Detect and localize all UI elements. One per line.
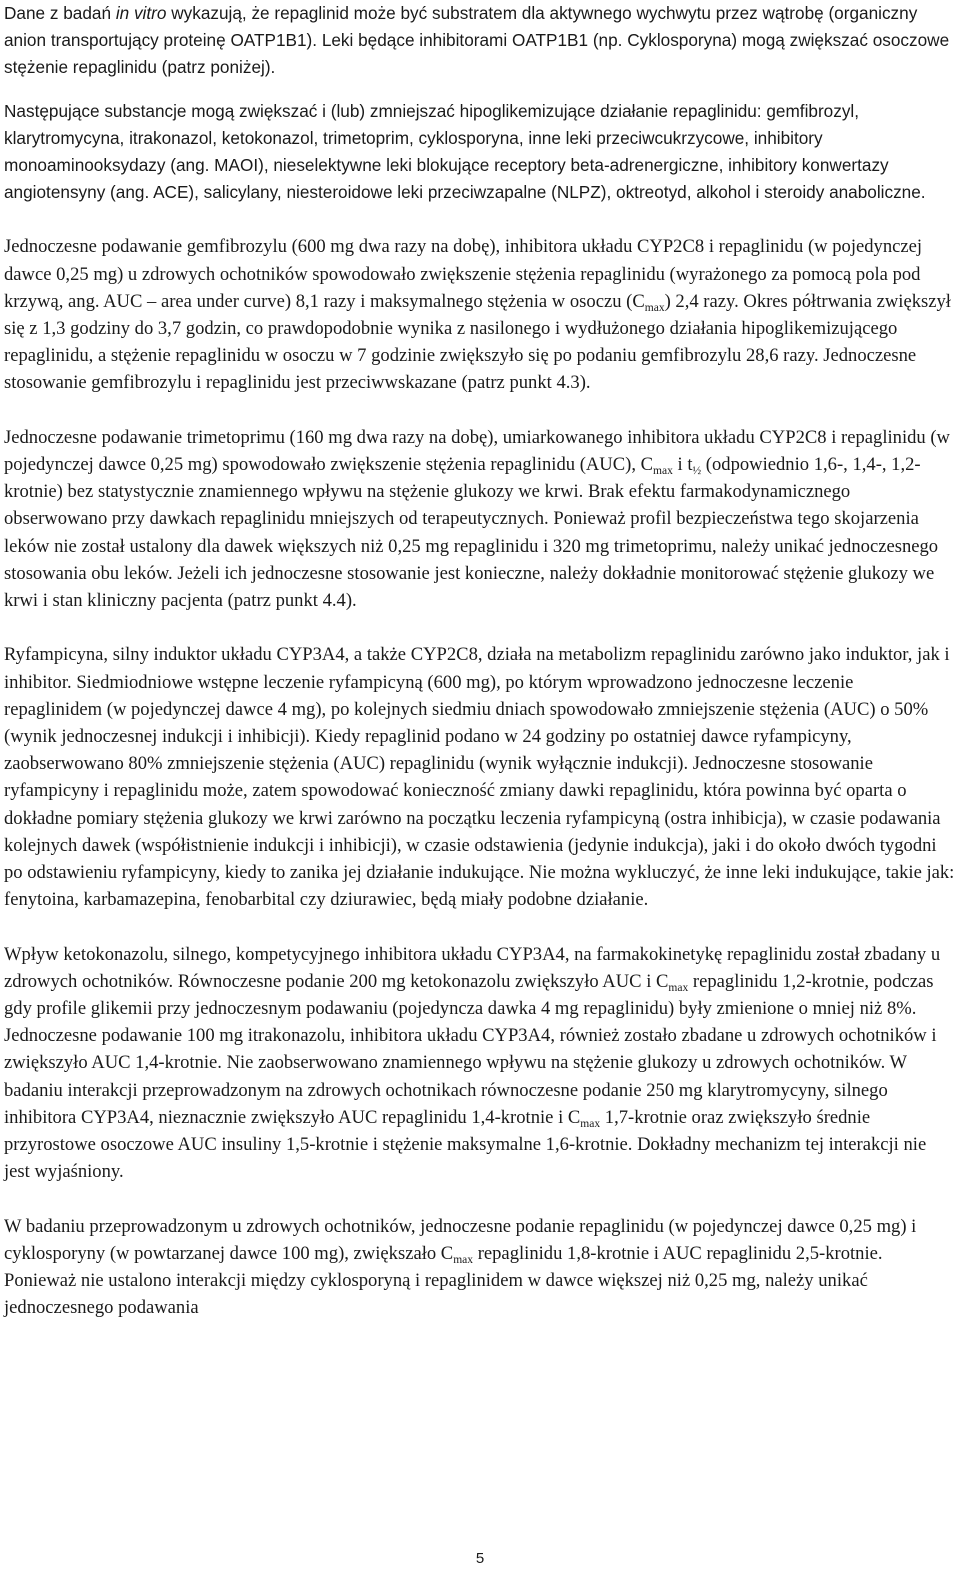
- subscript: max: [580, 1117, 601, 1130]
- text-run: i t: [672, 454, 693, 476]
- paragraph-rifampicin: [4, 641, 956, 913]
- paragraph-ketoconazole: [4, 941, 956, 1186]
- text-run: Ryfampicyna, silny induktor układu CYP3A4, a także CYP2C8, działa na metabolizm repaglinidu zarówno jako induktor, jak i inhibitor. Siedmiodniowe wstępne leczenie ryfampicyną (600 mg), po którym wprowadzono jednoczesne leczenie repaglinidem (w pojedynczej dawce 4 mg), po kolejnych siedmiu dniach spowodowało zmniejszenie stężenia (AUC) o 50% (wynik jednoczesnej indukcji i inhibicji). Kiedy repaglinid podano w 24 godziny po ostatniej dawce ryfampicyny, zaobserwowano 80% zmniejszenie stężenia (AUC) repaglinidu (wynik wyłącznie indukcji). Jednoczesne stosowanie ryfampicyny i repaglinidu może, zatem spowodować konieczność zmiany dawki repaglinidu, która powinna być oparta o dokładne pomiary stężenia glukozy we krwi zarówno na początku leczenia ryfampicyną (ostra inhibicja), w czasie podawania kolejnych dawek (współistnienie indukcji i inhibicji), w czasie odstawienia (jedynie indukcja), jaki i do około dwóch tygodni po odstawieniu ryfampicyny, kiedy to zanika jej działanie indukujące. Nie można wykluczyć, że inne leki indukujące, takie jak: fenytoina, karbamazepina, fenobarbital czy dziurawiec, będą miały podobne działanie.: [4, 644, 955, 911]
- text-run: Wpływ ketokonazolu, silnego, kompetycyjnego inhibitora układu CYP3A4, na farmakokinetykę repaglinidu został zbadany u zdrowych ochotników. Równoczesne podanie 200 mg ketokonazolu zwiększyło AUC i C: [4, 943, 941, 992]
- paragraph-substances-list: [4, 98, 956, 207]
- subscript: max: [453, 1253, 474, 1266]
- paragraph-cyclosporine: [4, 1213, 956, 1322]
- text-run: Dane z badań: [4, 3, 116, 23]
- document-page: [4, 0, 956, 1349]
- text-run: 1,7-krotnie oraz zwiększyło średnie przyrostowe osoczowe AUC insuliny 1,5-krotnie i stężenie maksymalne 1,6-krotnie. Dokładny mechanizm tej interakcji nie jest wyjaśniony.: [4, 1106, 927, 1183]
- text-run: ) 2,4 razy. Okres półtrwania zwiększył się z 1,3 godziny do 3,7 godzin, co prawdopodobnie wynika z nasilonego i wydłużonego działania hipoglikemizującego repaglinidu, a stężenie repaglinidu w osoczu w 7 godzinie zwiększyło się po podaniu gemfibrozylu 28,6 razy. Jednoczesne stosowanie gemfibrozylu i repaglinidu jest przeciwwskazane (patrz punkt 4.3).: [4, 290, 951, 394]
- subscript: ½: [692, 465, 702, 478]
- text-run: repaglinidu 1,8-krotnie i AUC repaglinidu 2,5-krotnie. Ponieważ nie ustalono interakcji między cyklosporyną i repaglinidem w dawce większej niż 0,25 mg, należy unikać jednoczesnego podawania: [4, 1242, 883, 1319]
- paragraph-oatp1b1: [4, 0, 956, 82]
- paragraph-gemfibrozil: [4, 233, 956, 396]
- text-run: Jednoczesne podawanie trimetoprimu (160 mg dwa razy na dobę), umiarkowanego inhibitora układu CYP2C8 i repaglinidu (w pojedynczej dawce 0,25 mg) spowodowało zwiększenie stężenia repaglinidu (AUC), C: [4, 426, 950, 476]
- text-run: (odpowiednio 1,6-, 1,4-, 1,2-krotnie) bez statystycznie znamiennego wpływu na stężenie glukozy we krwi. Brak efektu farmakodynamicznego obserwowano przy dawkach repaglinidu mniejszych od terapeutycznych. Ponieważ profil bezpieczeństwa tego skojarzenia leków nie został ustalony dla dawek większych niż 0,25 mg repaglinidu i 320 mg trimetoprimu, należy unikać jednoczesnego stosowania obu leków. Jeżeli ich jednoczesne stosowanie jest konieczne, należy dokładnie monitorować stężenie glukozy we krwi i stan kliniczny pacjenta (patrz punkt 4.4).: [4, 454, 939, 612]
- text-run: wykazują, że repaglinid może być substratem dla aktywnego wychwytu przez wątrobę (organiczny anion transportujący proteinę OATP1B1). Leki będące inhibitorami OATP1B1 (np. Cyklosporyna) mogą zwiększać osoczowe stężenie repaglinidu (patrz poniżej).: [4, 3, 950, 78]
- subscript: max: [668, 981, 689, 994]
- text-run: repaglinidu 1,2-krotnie, podczas gdy profile glikemii przy jednoczesnym podawaniu (pojedyncza dawka 4 mg repaglinidu) były zmienione o mniej niż 8%. Jednoczesne podawanie 100 mg itrakonazolu, inhibitora układu CYP3A4, również zostało zbadane u zdrowych ochotników i zwiększyło AUC 1,4-krotnie. Nie zaobserwowano znamiennego wpływu na stężenie glukozy u zdrowych ochotników. W badaniu interakcji przeprowadzonym na zdrowych ochotnikach równoczesne podanie 250 mg klarytromycyny, silnego inhibitora CYP3A4, nieznacznie zwiększyło AUC repaglinidu 1,4-krotnie i C: [4, 970, 937, 1128]
- text-run: Jednoczesne podawanie gemfibrozylu (600 mg dwa razy na dobę), inhibitora układu CYP2C8 i repaglinidu (w pojedynczej dawce 0,25 mg) u zdrowych ochotników spowodowało zwiększenie stężenia repaglinidu (wyrażonego za pomocą pola pod krzywą, ang. AUC – area under curve) 8,1 razy i maksymalnego stężenia w osoczu (C: [4, 236, 923, 312]
- paragraph-trimethoprim: [4, 424, 956, 614]
- subscript: max: [644, 301, 665, 314]
- page-number: 5: [475, 1550, 485, 1567]
- subscript: max: [653, 465, 673, 478]
- text-run: Następujące substancje mogą zwiększać i (lub) zmniejszać hipoglikemizujące działanie repaglinidu: gemfibrozyl, klarytromycyna, itrakonazol, ketokonazol, trimetoprim, cyklosporyna, inne leki przeciwcukrzycowe, inhibitory monoaminooksydazy (ang. MAOI), nieselektywne leki blokujące receptory beta-adrenergiczne, inhibitory konwertazy angiotensyny (ang. ACE), salicylany, niesteroidowe leki przeciwzapalne (NLPZ), oktreotyd, alkohol i steroidy anaboliczne.: [4, 100, 926, 203]
- text-run: W badaniu przeprowadzonym u zdrowych ochotników, jednoczesne podanie repaglinidu (w pojedynczej dawce 0,25 mg) i cyklosporyny (w powtarzanej dawce 100 mg), zwiększało C: [4, 1215, 917, 1264]
- italic-term: in vitro: [115, 3, 167, 23]
